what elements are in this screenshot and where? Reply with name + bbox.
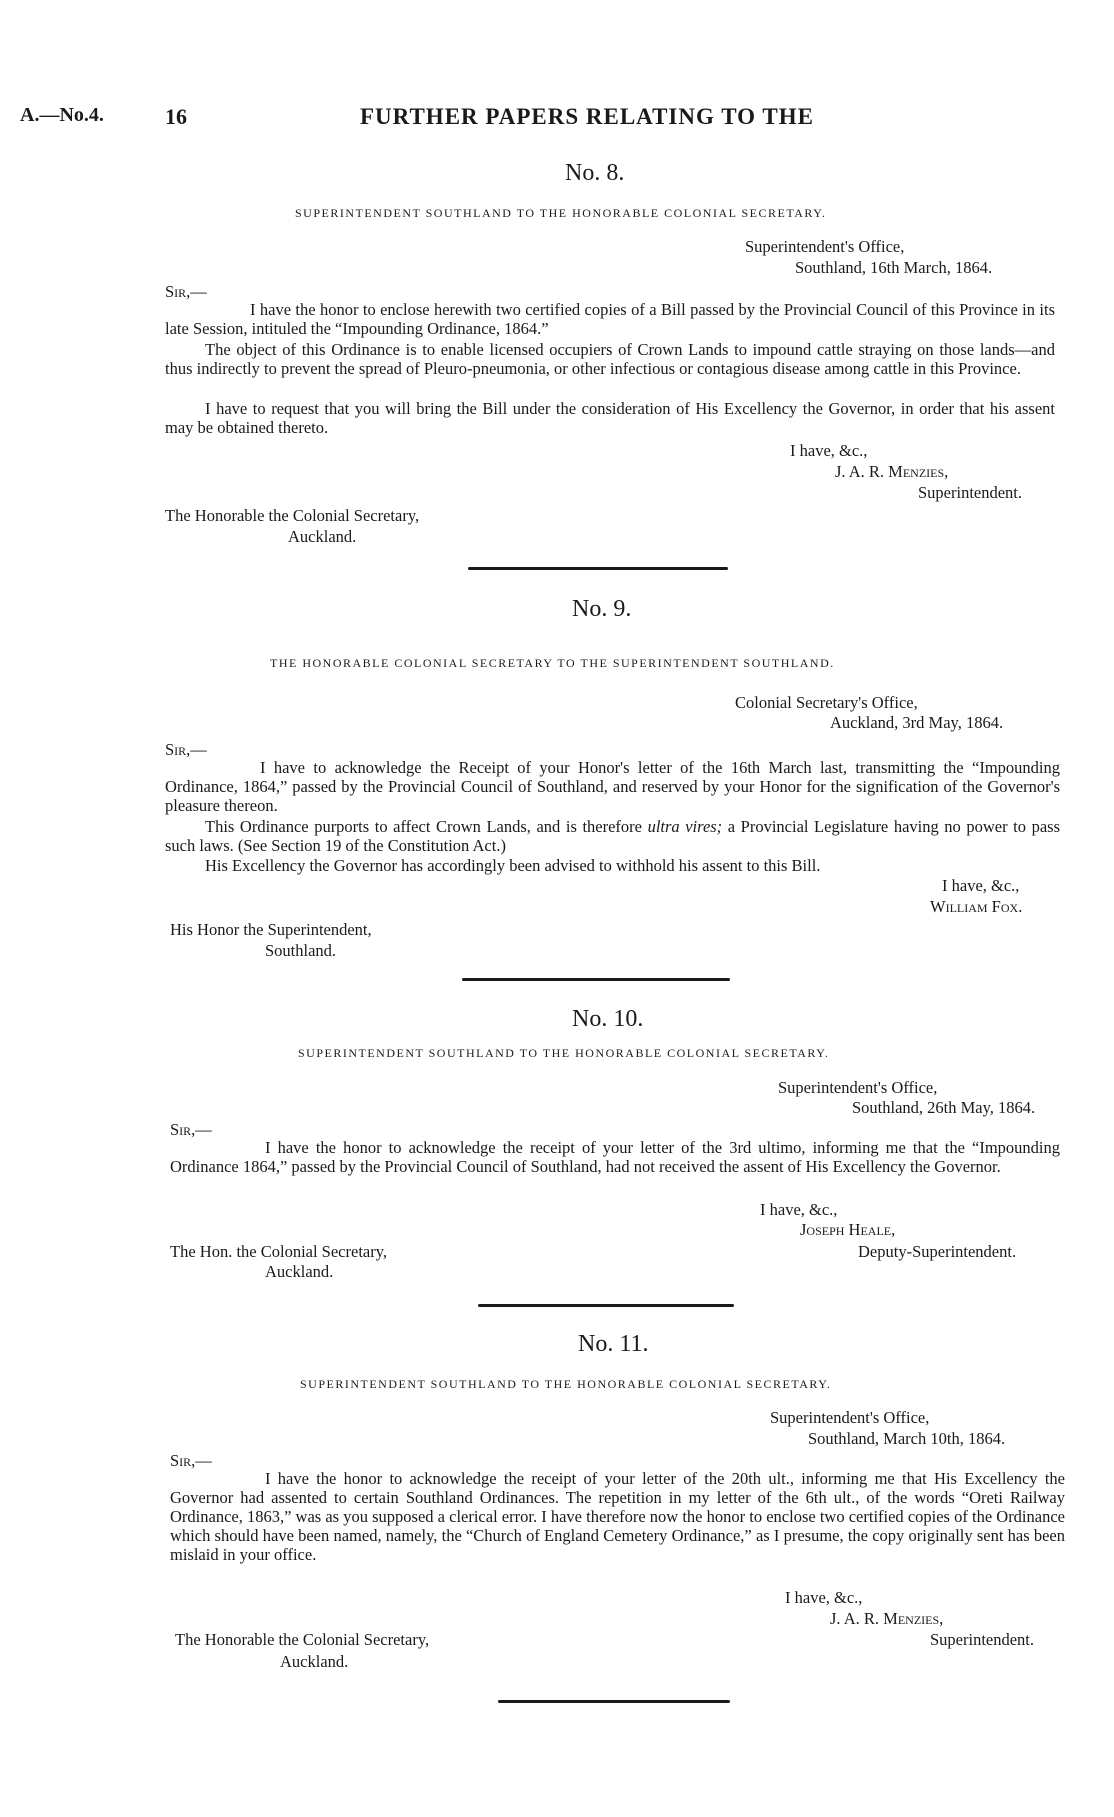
letter-10-paragraph-1: I have the honor to acknowledge the receipt of your letter of the 3rd ultimo, informing me that the “Impounding Ordinance 1864,” passed by the Provincial Council of Southland, had not received the assent of His Excellency the Governor.	[170, 1138, 1060, 1176]
letter-9-paragraph-1: I have to acknowledge the Receipt of your Honor's letter of the 16th March last, transmitting the “Impounding Ordinance, 1864,” passed by the Provincial Council of Southland, and reserved by your Honor for the signification of the Governor's pleasure thereon.	[165, 758, 1060, 815]
letter-9-paragraph-2-text-end: a Provincial Legislature having no power to pass such laws. (See Section 19 of the Constitution Act.)	[165, 817, 1061, 855]
letter-11-signature: J. A. R. Menzies,	[830, 1609, 944, 1628]
letter-10-title: Deputy-Superintendent.	[858, 1242, 1017, 1261]
letter-10-salutation: Sir,—	[170, 1120, 212, 1139]
letter-8-paragraph-2: The object of this Ordinance is to enable licensed occupiers of Crown Lands to impound cattle straying on those lands—and thus indirectly to prevent the spread of Pleuro-pneumonia, or other infectious or contagious disease among cattle in this Province.	[165, 340, 1055, 378]
section-divider	[478, 1304, 734, 1307]
letter-8-addressee-place: Auckland.	[288, 527, 357, 546]
letter-9-signature: William Fox.	[930, 897, 1023, 916]
section-divider	[468, 567, 728, 570]
letter-8-paragraph-3: I have to request that you will bring the Bill under the consideration of His Excellency the Governor, in order that his assent may be obtained thereto.	[165, 399, 1055, 437]
letter-9-paragraph-2-text: This Ordinance purports to affect Crown Lands, and is therefore	[205, 817, 648, 836]
letter-8-paragraph-1: I have the honor to enclose herewith two certified copies of a Bill passed by the Provincial Council of this Province in its late Session, intituled the “Impounding Ordinance, 1864.”	[165, 300, 1055, 338]
letter-10-heading: SUPERINTENDENT SOUTHLAND TO THE HONORABLE COLONIAL SECRETARY.	[298, 1046, 830, 1060]
letter-9-addressee-place: Southland.	[265, 941, 337, 960]
letter-10-closing: I have, &c.,	[760, 1200, 838, 1219]
letter-11-title: Superintendent.	[930, 1630, 1035, 1649]
letter-10-office: Superintendent's Office,	[778, 1078, 938, 1097]
section-divider	[462, 978, 730, 981]
letter-11-closing: I have, &c.,	[785, 1588, 863, 1607]
letter-9-paragraph-2	[165, 817, 1060, 855]
letter-9-paragraph-3: His Excellency the Governor has accordingly been advised to withhold his assent to this Bill.	[205, 856, 821, 875]
letter-11-office: Superintendent's Office,	[770, 1408, 930, 1427]
letter-10-signature: Joseph Heale,	[800, 1220, 896, 1239]
letter-8-office: Superintendent's Office,	[745, 237, 905, 256]
letter-9-salutation: Sir,—	[165, 740, 207, 759]
letter-8-signature: J. A. R. Menzies,	[835, 462, 949, 481]
letter-8-salutation: Sir,—	[165, 282, 207, 301]
letter-8-number: No. 8.	[565, 160, 625, 186]
letter-8-closing: I have, &c.,	[790, 441, 868, 460]
letter-9-place-date: Auckland, 3rd May, 1864.	[830, 713, 1004, 732]
letter-9-office: Colonial Secretary's Office,	[735, 693, 918, 712]
letter-11-number: No. 11.	[578, 1331, 649, 1357]
letter-11-addressee: The Honorable the Colonial Secretary,	[175, 1630, 430, 1649]
letter-8-place-date: Southland, 16th March, 1864.	[795, 258, 993, 277]
section-divider	[498, 1700, 730, 1703]
letter-9-closing: I have, &c.,	[942, 876, 1020, 895]
letter-9-paragraph-2-italic: ultra vires;	[647, 817, 723, 836]
letter-9-addressee: His Honor the Superintendent,	[170, 920, 372, 939]
letter-8-heading: SUPERINTENDENT SOUTHLAND TO THE HONORABLE COLONIAL SECRETARY.	[295, 206, 827, 220]
letter-10-place-date: Southland, 26th May, 1864.	[852, 1098, 1036, 1117]
letter-11-salutation: Sir,—	[170, 1451, 212, 1470]
page-number: 16	[165, 104, 187, 129]
letter-8-title: Superintendent.	[918, 483, 1023, 502]
letter-11-place-date: Southland, March 10th, 1864.	[808, 1429, 1006, 1448]
letter-10-addressee-place: Auckland.	[265, 1262, 334, 1281]
letter-11-paragraph-1: I have the honor to acknowledge the receipt of your letter of the 20th ult., informing me that His Excellency the Governor had assented to certain Southland Ordinances. The repetition in my letter of the 6th ult., of the words “Oreti Railway Ordinance, 1863,” was as you supposed a clerical error. I have therefore now the honor to enclose two certified copies of the Ordinance which should have been named, namely, the “Church of England Cemetery Ordinance,” as I presume, the copy originally sent has been mislaid in your office.	[170, 1469, 1065, 1564]
letter-9-number: No. 9.	[572, 596, 632, 622]
letter-10-number: No. 10.	[572, 1006, 644, 1032]
document-reference: A.—No.4.	[20, 104, 104, 126]
page-title: FURTHER PAPERS RELATING TO THE	[360, 104, 814, 129]
letter-9-heading: THE HONORABLE COLONIAL SECRETARY TO THE SUPERINTENDENT SOUTHLAND.	[270, 656, 835, 670]
letter-11-heading: SUPERINTENDENT SOUTHLAND TO THE HONORABLE COLONIAL SECRETARY.	[300, 1377, 832, 1391]
letter-11-addressee-place: Auckland.	[280, 1652, 349, 1671]
letter-10-addressee: The Hon. the Colonial Secretary,	[170, 1242, 388, 1261]
letter-8-addressee: The Honorable the Colonial Secretary,	[165, 506, 420, 525]
